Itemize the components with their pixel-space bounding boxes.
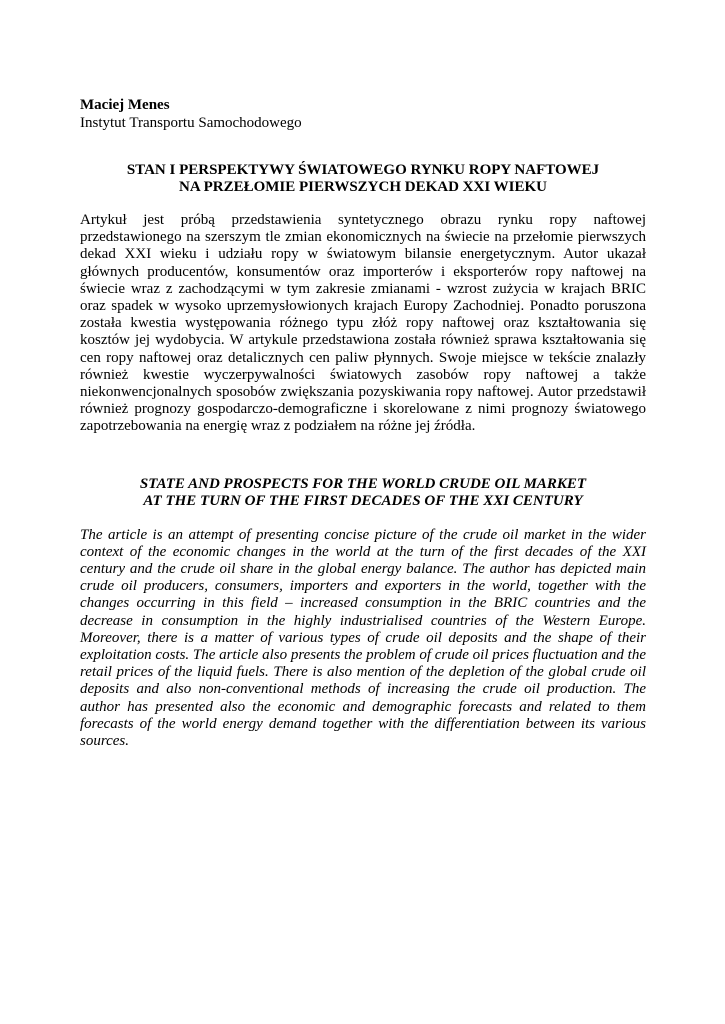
english-title-line-1: STATE AND PROSPECTS FOR THE WORLD CRUDE OIL MARKET	[139, 475, 587, 492]
english-abstract: The article is an attempt of presenting concise picture of the crude oil market in the wider context of the economic changes in the world at the turn of the first decades of the XXI century and the crude oil share in the global energy balance. The author has depicted main crude oil producers, consumers, importers and exporters in the world, together with the changes occurring in this field – increased consumption in the BRIC countries and the decrease in consumption in the highly industrialised countries of the Western Europe. Moreover, there is a matter of various types of crude oil deposits and the shape of their exploitation costs. The article also presents the problem of crude oil prices fluctuation and the retail prices of the liquid fuels. There is also mention of the depletion of the global crude oil deposits and also non-conventional methods of increasing the crude oil production. The author has presented also the economic and demographic forecasts and related to them forecasts of the world energy demand together with the differentiation between its various sources.	[80, 526, 646, 750]
english-title-line-2: AT THE TURN OF THE FIRST DECADES OF THE XXI CENTURY	[143, 492, 583, 509]
polish-title-line-2: NA PRZEŁOMIE PIERWSZYCH DEKAD XXI WIEKU	[179, 179, 547, 195]
polish-abstract: Artykuł jest próbą przedstawienia syntetycznego obrazu rynku ropy naftowej przedstawionego na szerszym tle zmian ekonomicznych na świecie na przełomie pierwszych dekad XXI wieku i udziału ropy w światowym bilansie energetycznym. Autor ukazał głównych producentów, konsumentów oraz importerów i eksporterów ropy naftowej na świecie wraz z zachodzącymi w tym zakresie zmianami - wzrost zużycia w krajach BRIC oraz spadek w wysoko uprzemysłowionych krajach Europy Zachodniej. Ponadto poruszona została kwestia występowania różnego typu złóż ropy naftowej oraz kształtowania się kosztów jej wydobycia. W artykule przedstawiona została również sprawa kształtowania się cen ropy naftowej oraz detalicznych cen paliw płynnych. Swoje miejsce w tekście znalazły również kwestie wyczerpywalności światowych zasobów ropy naftowej a także niekonwencjonalnych sposobów zwiększania pozyskiwania ropy naftowej. Autor przedstawił również prognozy gospodarczo-demograficzne i skorelowane z nimi prognozy światowego zapotrzebowania na energię wraz z podziałem na różne jej źródła.	[80, 212, 646, 435]
author-affiliation: Instytut Transportu Samochodowego	[80, 115, 302, 131]
author-block	[80, 96, 646, 132]
author-name: Maciej Menes	[80, 97, 170, 113]
polish-title-line-1: STAN I PERSPEKTYWY ŚWIATOWEGO RYNKU ROPY NAFTOWEJ	[126, 162, 600, 178]
english-title	[80, 476, 646, 510]
document-page	[80, 96, 646, 765]
polish-title	[80, 162, 646, 196]
